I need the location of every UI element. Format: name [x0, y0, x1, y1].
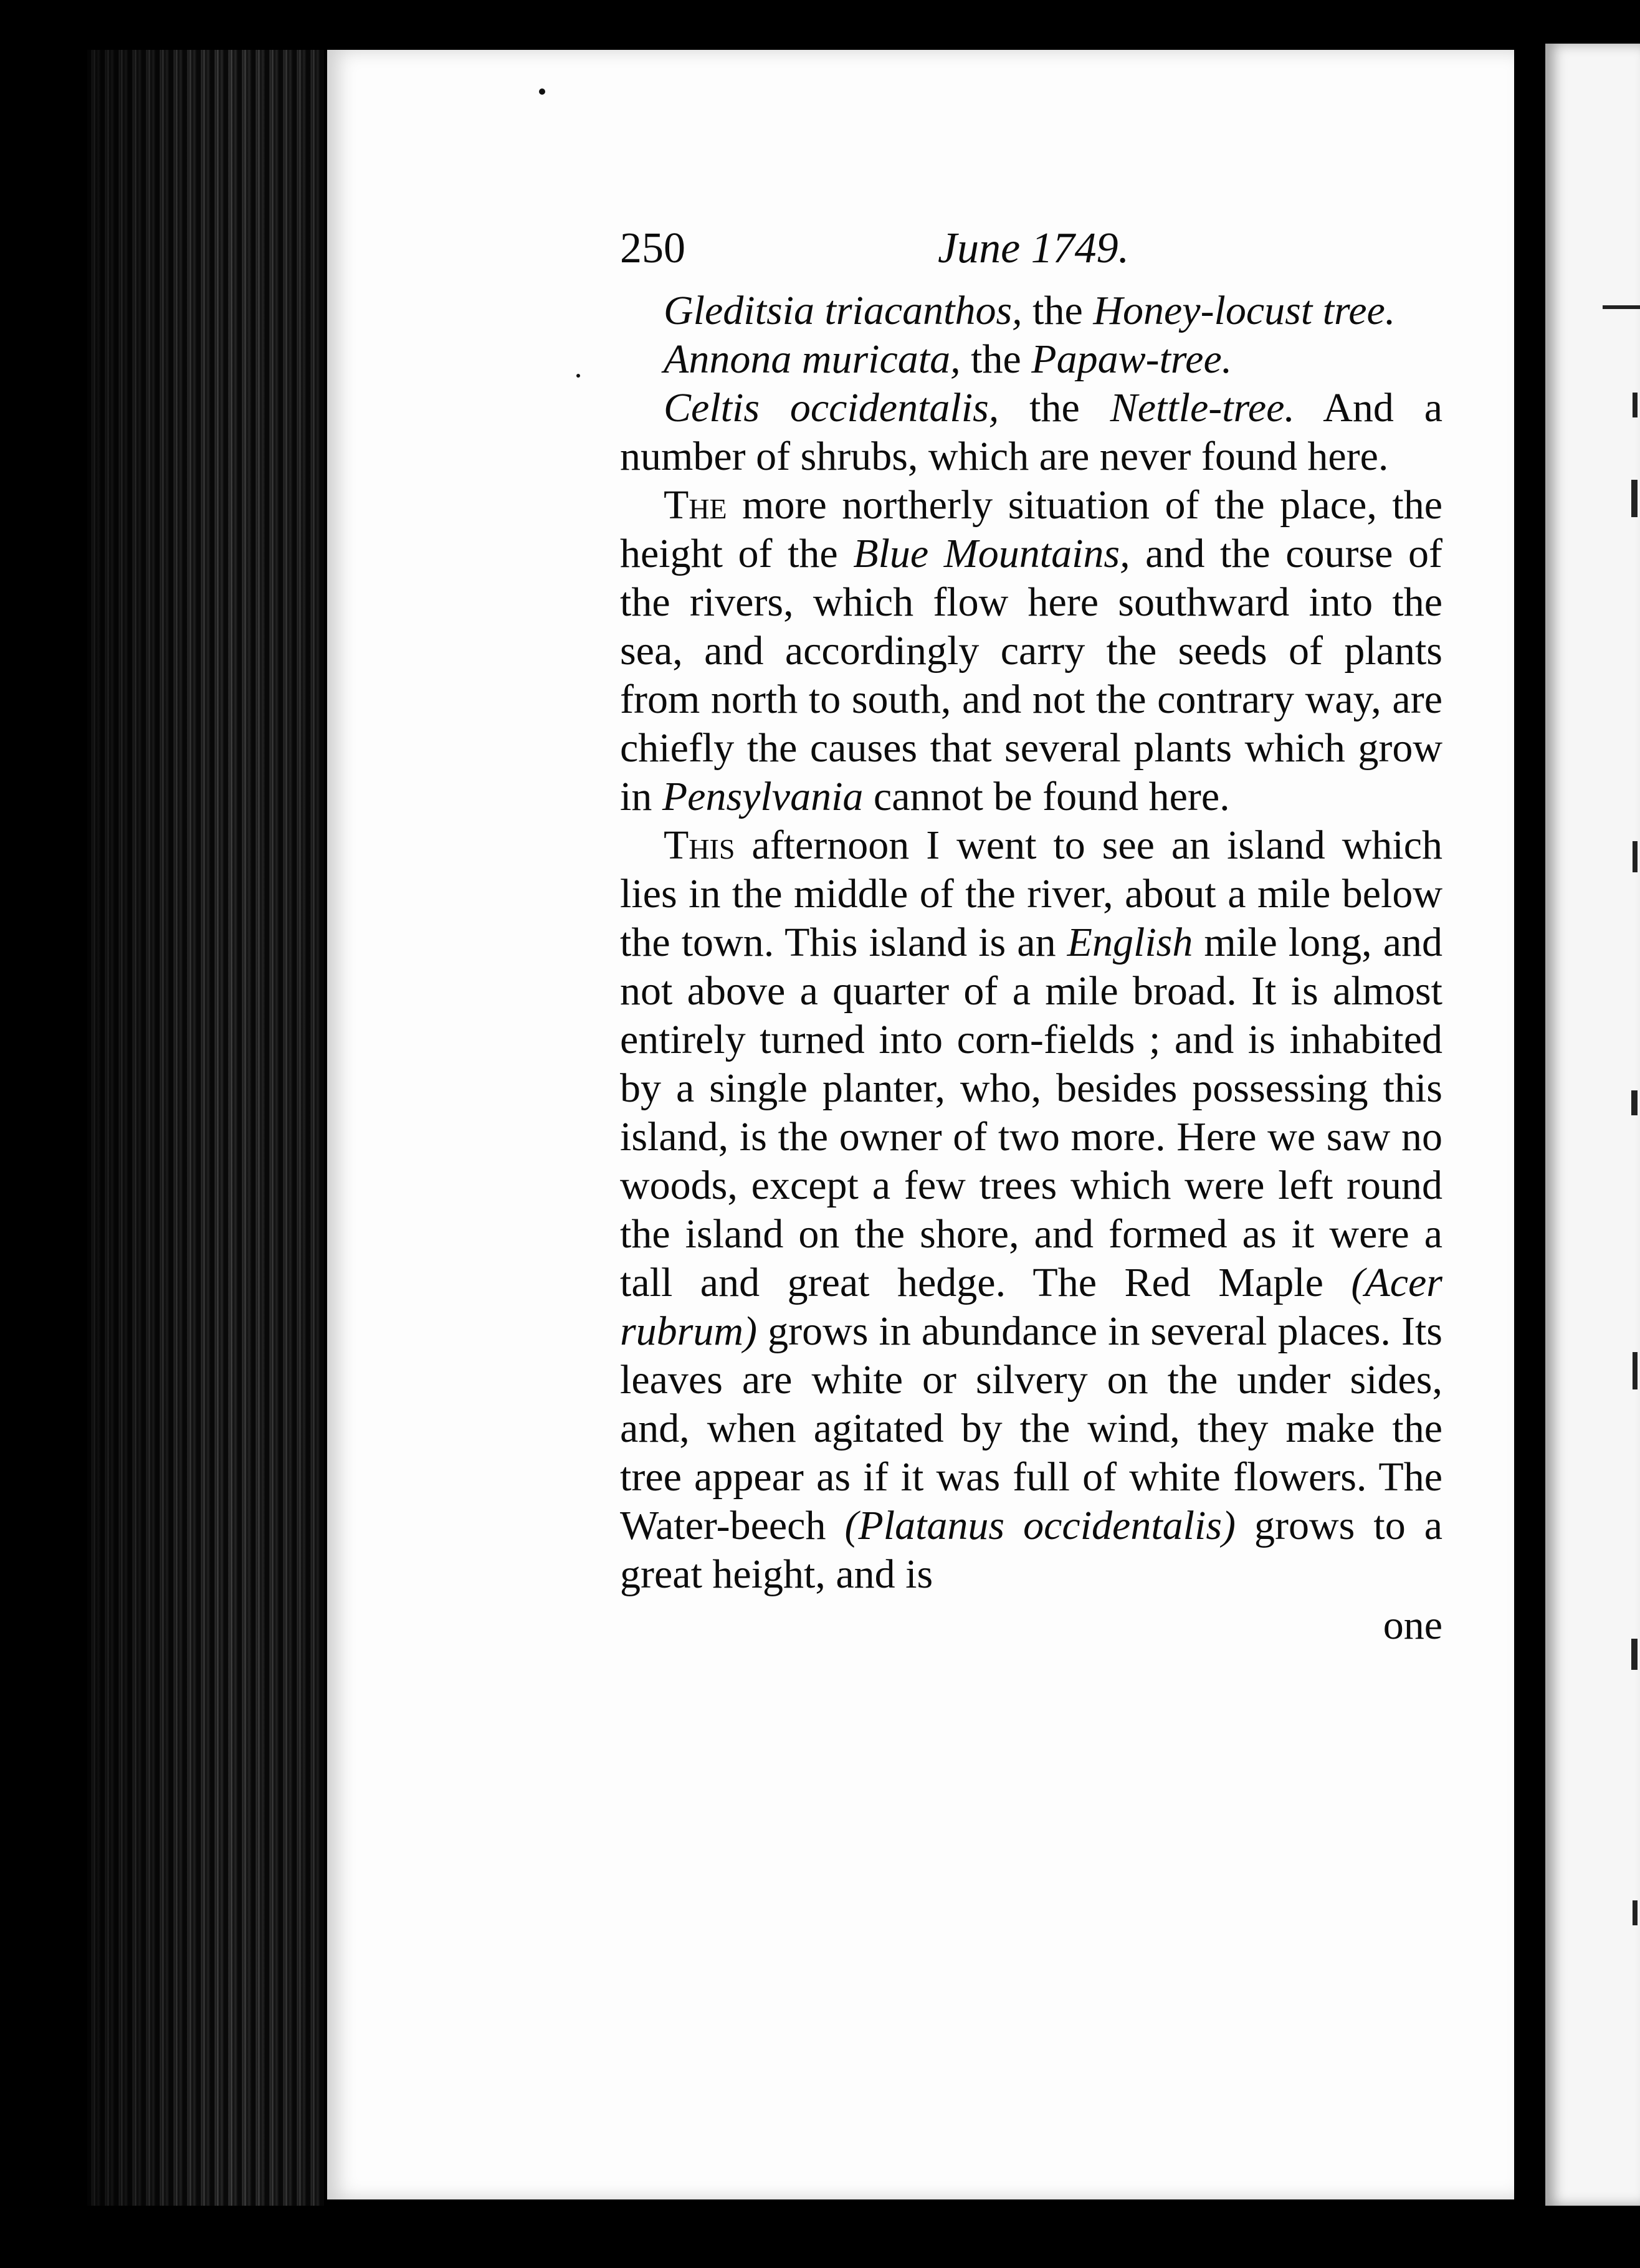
plant-joiner: the	[999, 385, 1110, 431]
running-head	[620, 224, 1442, 287]
paragraph-text: and the course of the rivers, which flow here southward into the sea, and accordingly carry the seeds of plants from north to south, and not the contrary way, are chiefly the causes that several plants which grow in	[620, 531, 1443, 819]
book-fore-edge	[87, 50, 324, 2206]
italic-word: English	[1067, 920, 1193, 965]
plant-joiner: the	[1022, 288, 1094, 333]
plant-tail: And	[1294, 385, 1394, 431]
paragraph-text: afternoon I went to see an island which lies in the middle of the river, about a mile below the town. This island is an	[620, 822, 1442, 965]
italic-place-name: Pensylvania	[662, 774, 864, 819]
catchword: one	[1383, 1603, 1442, 1648]
plant-joiner: the	[960, 336, 1032, 382]
paragraph-island	[620, 821, 1442, 1599]
paragraph-text: mile long, and not above a quarter of a mile broad. It is almost entirely turned into corn-fields ; and is inhabited by a single planter, who, besides possessing this island, is the owner of two more. Here we saw no woods, except a few trees which were left round the island on the shore, and formed as it were a tall and great hedge. The Red Maple	[620, 920, 1443, 1305]
paragraph-lead-word: The	[664, 482, 727, 528]
plant-entry-with-continuation	[620, 384, 1442, 481]
plant-latin-name: Annona muricata,	[664, 336, 961, 382]
plants-continuation: a number of shrubs, which are never found here.	[620, 385, 1442, 479]
paragraph-text: more northerly situation of the place, the height of the	[620, 482, 1442, 576]
facing-page-edge	[1545, 44, 1640, 2206]
running-title: June 1749.	[938, 224, 1130, 272]
text-block	[620, 224, 1442, 1650]
plant-common-name: Honey-locust tree.	[1093, 288, 1396, 333]
italic-place-name: Blue Mountains,	[853, 531, 1130, 576]
plant-latin-name: Celtis occidentalis,	[664, 385, 999, 431]
plant-common-name: Nettle-tree.	[1110, 385, 1295, 431]
plant-common-name: Papaw-tree.	[1031, 336, 1232, 382]
italic-botanical-name: (Platanus occidentalis)	[844, 1503, 1236, 1548]
page-number: 250	[620, 224, 685, 272]
paragraph-text: grows to a great height, and is	[620, 1503, 1443, 1597]
ink-speck	[539, 88, 545, 95]
ink-speck	[576, 374, 580, 378]
plant-entry	[620, 335, 1442, 384]
paragraph-text: grows in abundance in several places. Its leaves are white or silvery on the under sides, and, when agitated by the wind, they make the tree appear as if it was full of white flowers. The Water-beech	[620, 1308, 1442, 1548]
plant-latin-name: Gleditsia triacanthos,	[664, 288, 1023, 333]
plant-entry	[620, 287, 1442, 335]
paragraph-text: cannot be found here.	[863, 774, 1230, 819]
italic-botanical-name: (Acer rubrum)	[620, 1260, 1442, 1354]
paragraph-lead-word: This	[664, 822, 735, 868]
paragraph-situation	[620, 481, 1442, 821]
